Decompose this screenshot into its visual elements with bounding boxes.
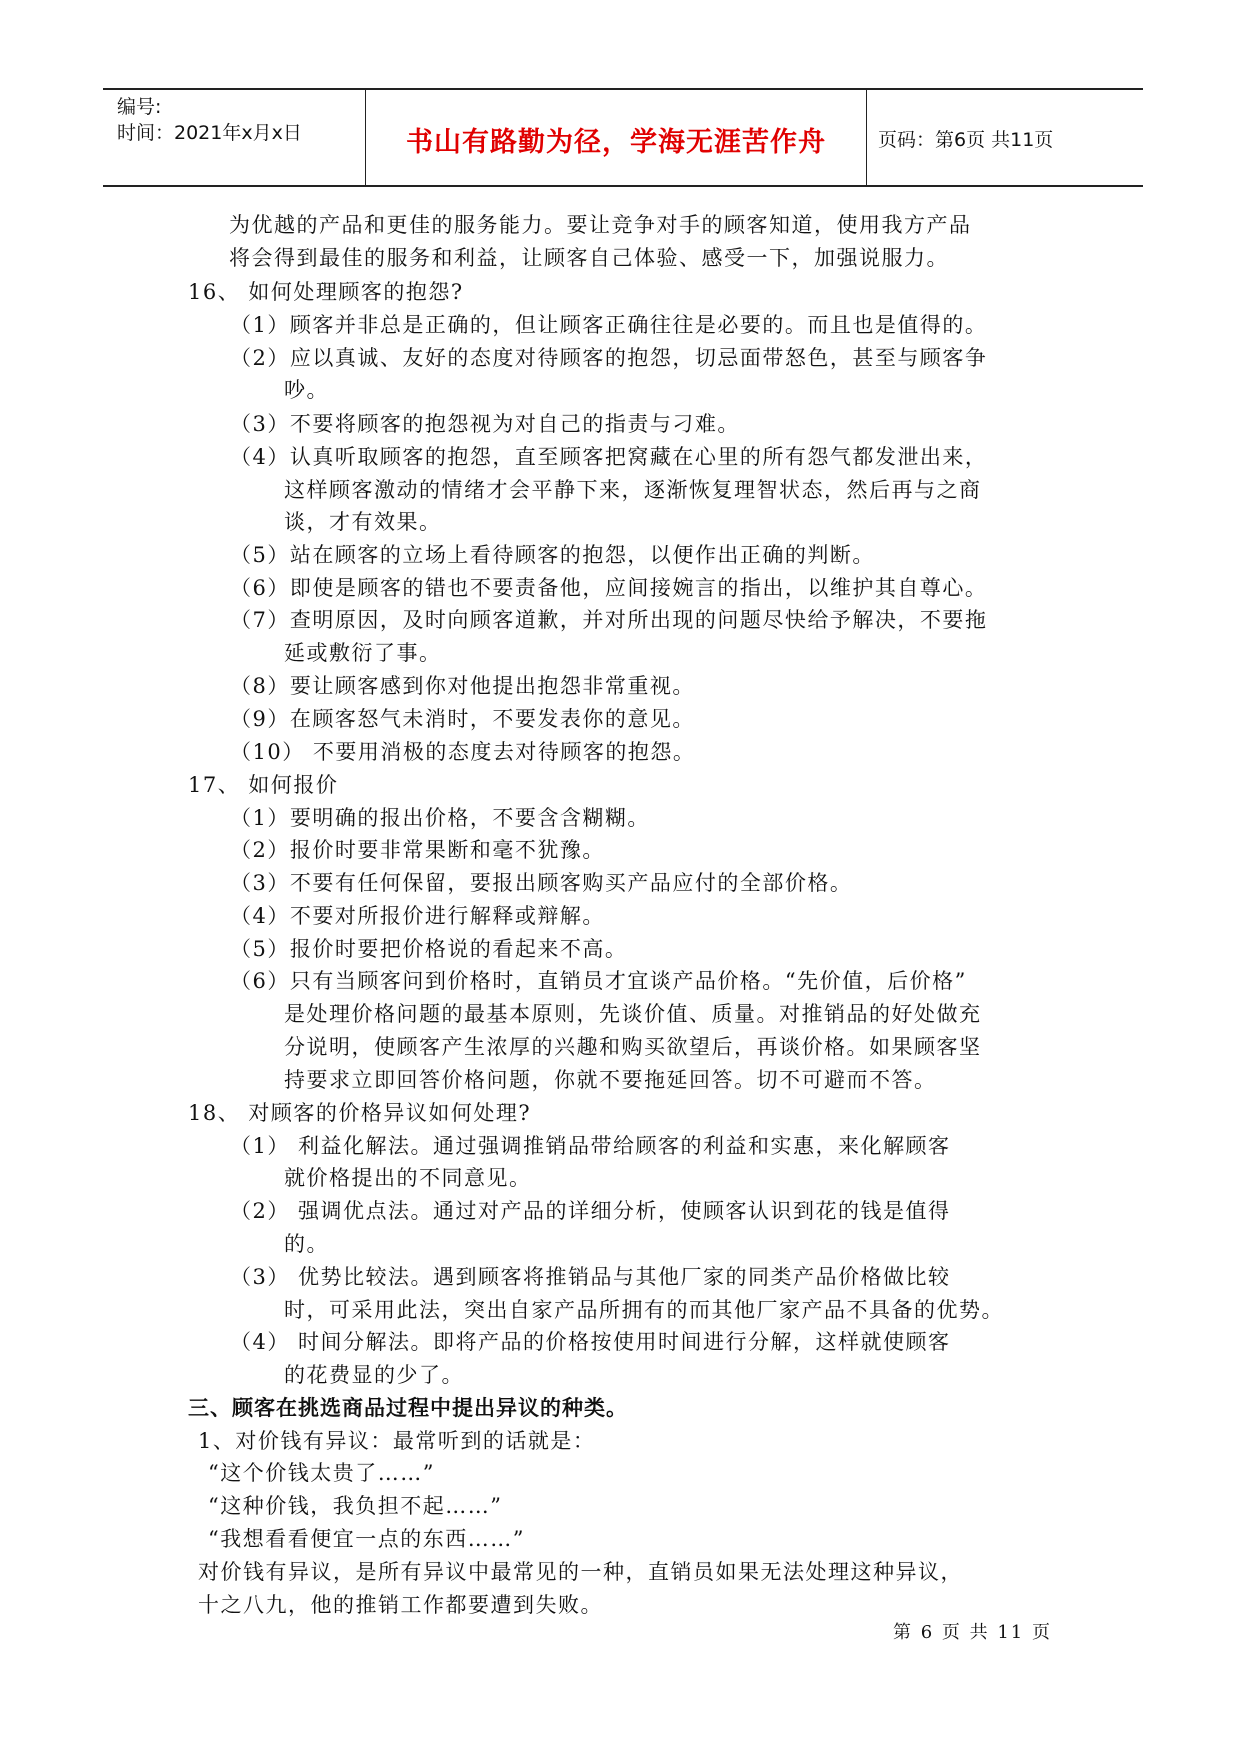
item-heading: 17、 如何报价 (188, 773, 339, 797)
text-line: （2）应以真诚、友好的态度对待顾客的抱怨，切忌面带怒色，甚至与顾客争 (230, 346, 988, 370)
text-line: 分说明，使顾客产生浓厚的兴趣和购买欲望后，再谈价格。如果顾客坚 (284, 1035, 982, 1059)
text-line: （4）认真听取顾客的抱怨，直至顾客把窝藏在心里的所有怨气都发泄出来， (230, 445, 988, 469)
section-title: 三、顾客在挑选商品过程中提出异议的种类。 (188, 1396, 628, 1420)
quote-line: “这个价钱太贵了……” (208, 1461, 435, 1485)
text-line: （2） 强调优点法。通过对产品的详细分析，使顾客认识到花的钱是值得 (230, 1199, 951, 1223)
text-line: 是处理价格问题的最基本原则，先谈价值、质量。对推销品的好处做充 (284, 1002, 982, 1026)
text-line: （1）顾客并非总是正确的，但让顾客正确往往是必要的。而且也是值得的。 (230, 313, 988, 337)
text-line: 吵。 (284, 378, 329, 402)
text-line: 这样顾客激动的情绪才会平静下来，逐渐恢复理智状态，然后再与之商 (284, 478, 982, 502)
text-line: 1、对价钱有异议：最常听到的话就是： (198, 1429, 596, 1453)
page-header (103, 88, 1143, 187)
text-line: （4） 时间分解法。即将产品的价格按使用时间进行分解，这样就使顾客 (230, 1330, 951, 1354)
text-line: （6）即使是顾客的错也不要责备他，应间接婉言的指出，以维护其自尊心。 (230, 576, 988, 600)
text-line: 时，可采用此法，突出自家产品所拥有的而其他厂家产品不具备的优势。 (284, 1298, 1004, 1322)
time-label: 时间：2021年x月x日 (117, 122, 302, 144)
text-line: （3）不要有任何保留，要报出顾客购买产品应付的全部价格。 (230, 871, 853, 895)
text-line: （9）在顾客怒气未消时，不要发表你的意见。 (230, 707, 695, 731)
text-line: （4）不要对所报价进行解释或辩解。 (230, 904, 605, 928)
text-line: （3） 优势比较法。遇到顾客将推销品与其他厂家的同类产品价格做比较 (230, 1265, 951, 1289)
text-line: 就价格提出的不同意见。 (284, 1166, 532, 1190)
text-line: 为优越的产品和更佳的服务能力。要让竞争对手的顾客知道，使用我方产品 (229, 213, 972, 237)
text-line: 将会得到最佳的服务和利益，让顾客自己体验、感受一下，加强说服力。 (229, 246, 949, 270)
header-page-label: 页码：第6页 共11页 (878, 129, 1054, 151)
quote-line: “我想看看便宜一点的东西……” (208, 1527, 525, 1551)
text-line: 谈，才有效果。 (284, 510, 442, 534)
serial-label: 编号: (117, 96, 162, 118)
text-line: 的花费显的少了。 (284, 1363, 464, 1387)
text-line: （10） 不要用消极的态度去对待顾客的抱怨。 (230, 740, 696, 764)
text-line: （3）不要将顾客的抱怨视为对自己的指责与刁难。 (230, 412, 740, 436)
quote-line: “这种价钱，我负担不起……” (208, 1494, 503, 1518)
page-footer: 第 6 页 共 11 页 (893, 1622, 1052, 1643)
item-heading: 16、 如何处理顾客的抱怨? (188, 280, 464, 304)
text-line: （2）报价时要非常果断和毫不犹豫。 (230, 838, 605, 862)
text-line: 持要求立即回答价格问题，你就不要拖延回答。切不可避而不答。 (284, 1068, 937, 1092)
text-line: （1） 利益化解法。通过强调推销品带给顾客的利益和实惠，来化解顾客 (230, 1134, 951, 1158)
text-line: 延或敷衍了事。 (284, 641, 442, 665)
item-heading: 18、 对顾客的价格异议如何处理? (188, 1101, 532, 1125)
text-line: 十之八九，他的推销工作都要遭到失败。 (198, 1593, 603, 1617)
header-motto-cell (365, 90, 867, 185)
header-page-cell (866, 90, 1143, 185)
text-line: （8）要让顾客感到你对他提出抱怨非常重视。 (230, 674, 695, 698)
header-info-cell (103, 90, 365, 185)
header-motto: 书山有路勤为径，学海无涯苦作舟 (406, 127, 826, 158)
text-line: （5）报价时要把价格说的看起来不高。 (230, 937, 628, 961)
text-line: （5）站在顾客的立场上看待顾客的抱怨，以便作出正确的判断。 (230, 543, 875, 567)
text-line: （7）查明原因，及时向顾客道歉，并对所出现的问题尽快给予解决，不要拖 (230, 608, 988, 632)
text-line: （1）要明确的报出价格，不要含含糊糊。 (230, 806, 650, 830)
text-line: 对价钱有异议，是所有异议中最常见的一种，直销员如果无法处理这种异议， (198, 1560, 963, 1584)
text-line: （6）只有当顾客问到价格时，直销员才宜谈产品价格。“先价值，后价格” (230, 969, 967, 993)
text-line: 的。 (284, 1232, 329, 1256)
